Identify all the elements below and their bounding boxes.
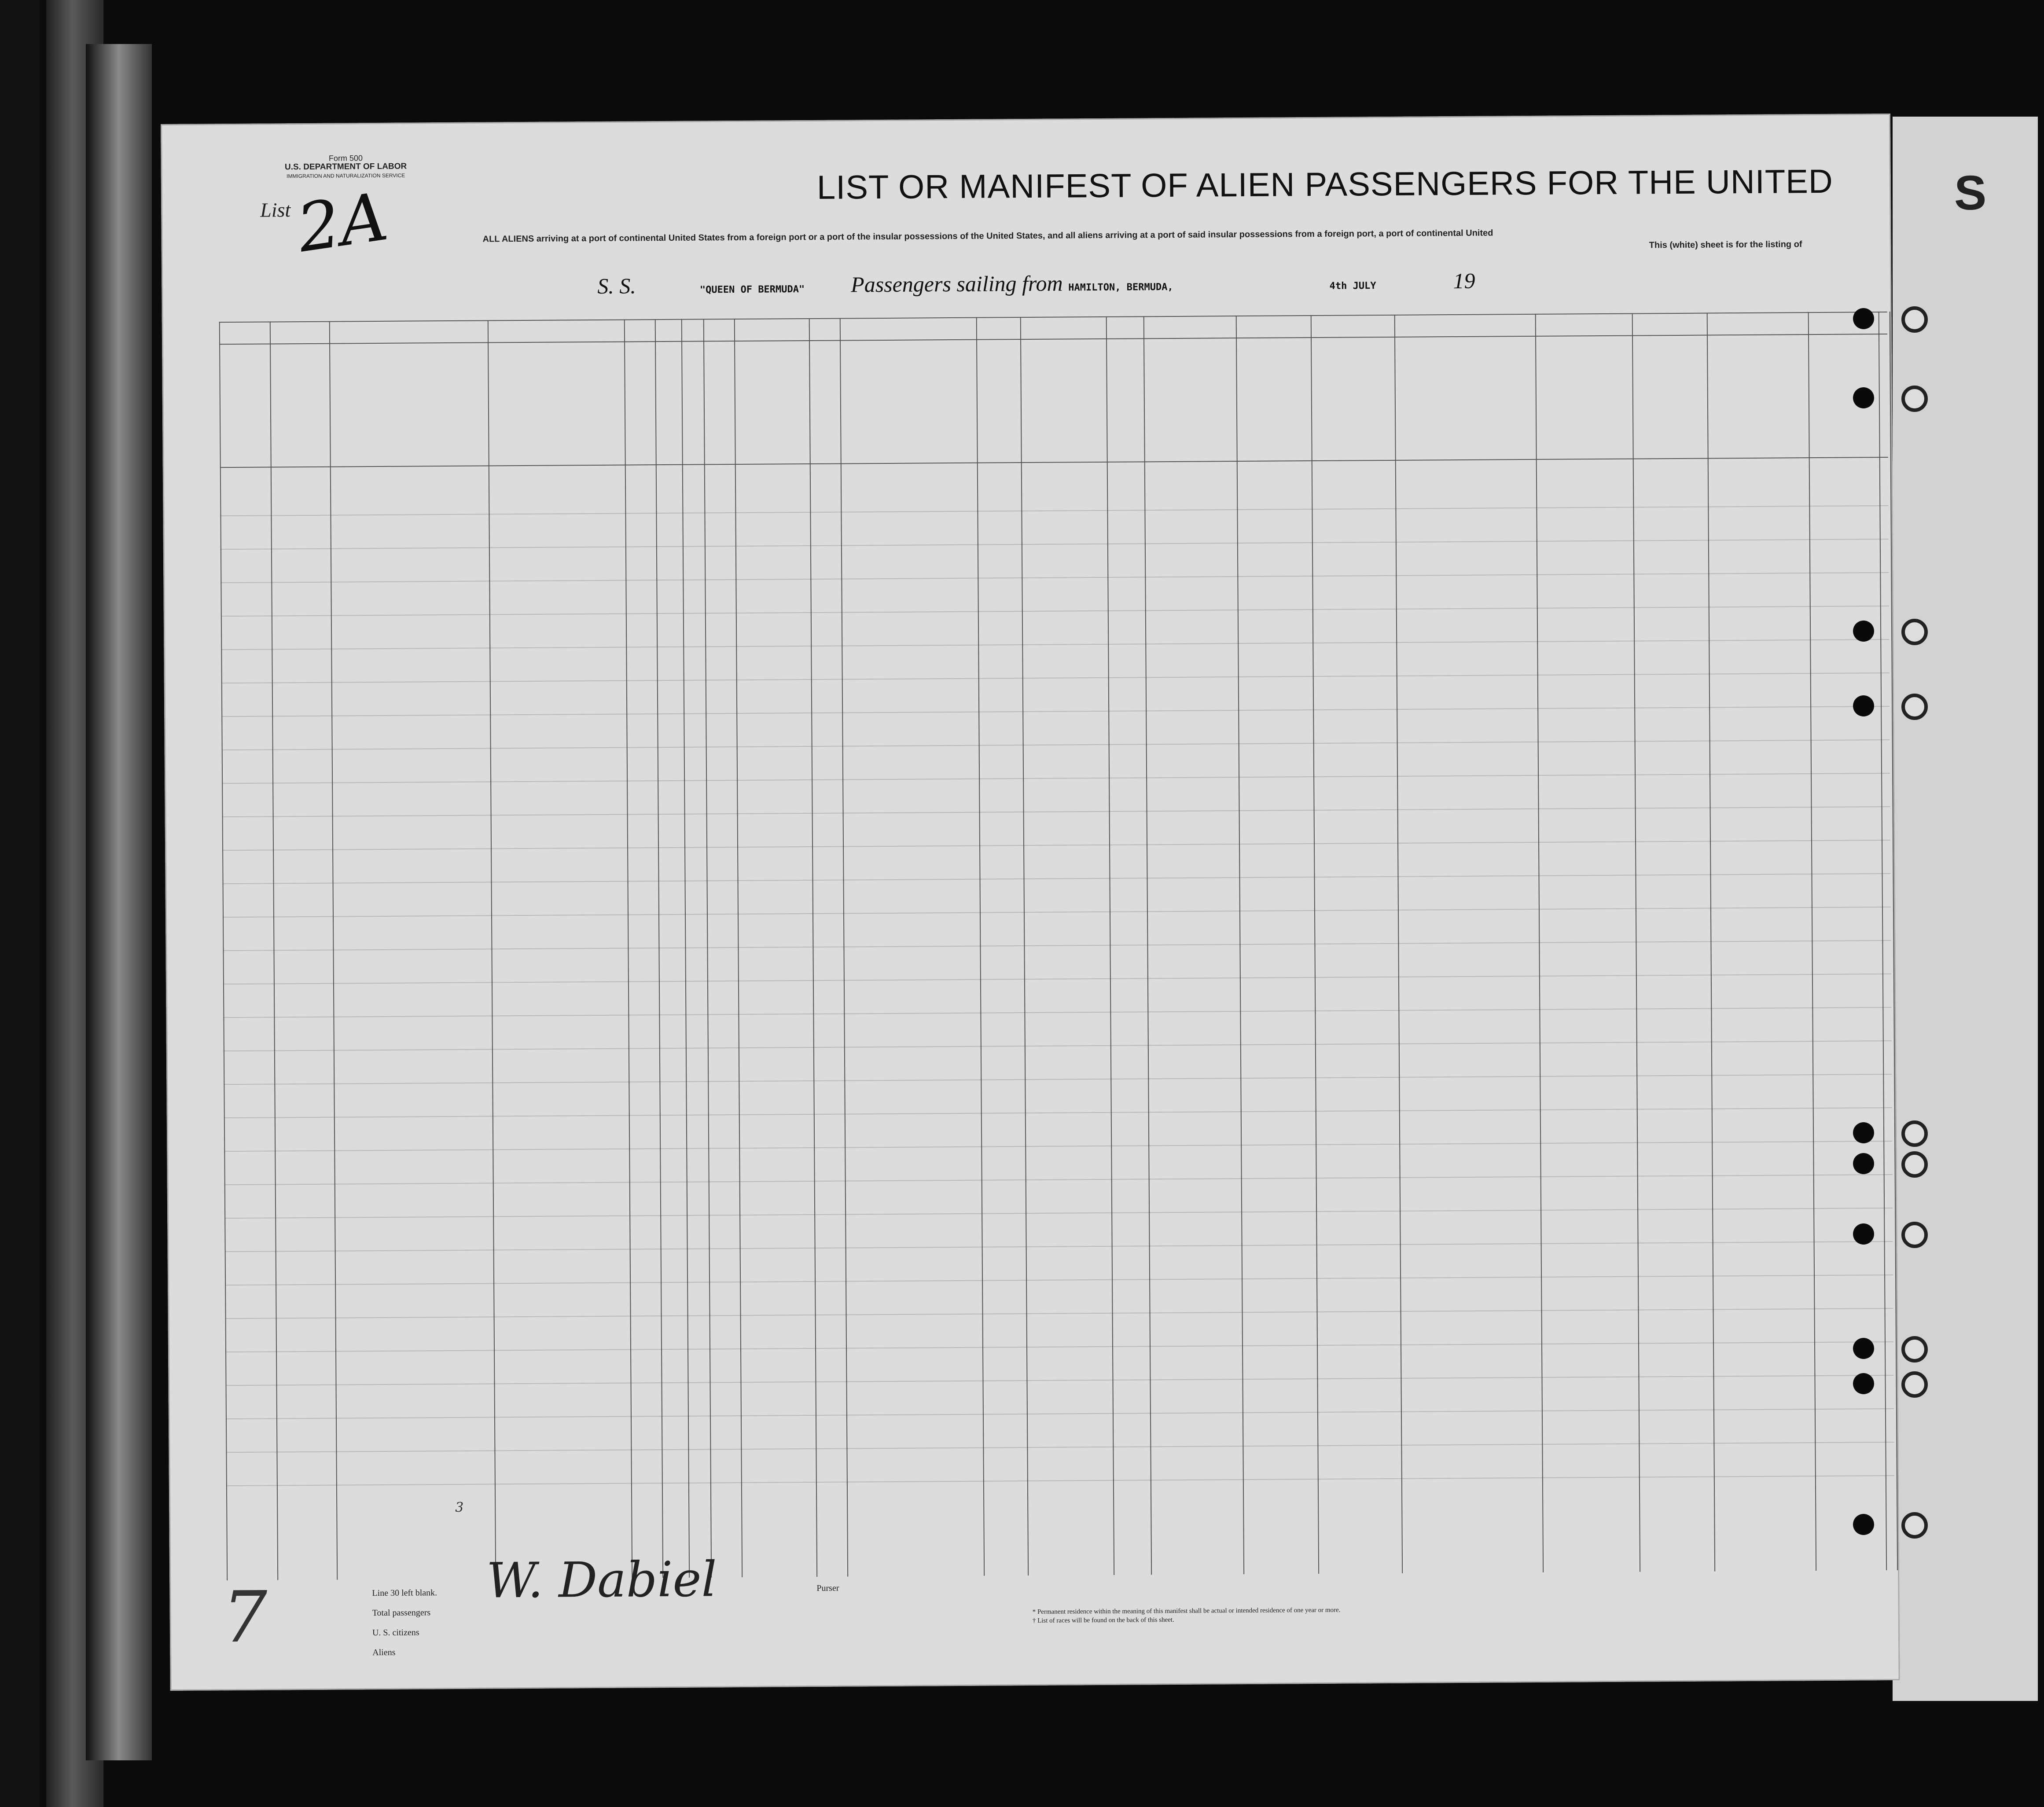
row-rule [224,1074,1892,1085]
list-label: List [260,198,291,221]
binder-ring [1901,386,1928,412]
row-rule [224,1107,1892,1118]
purser-signature: W. Dabiel [486,1551,717,1609]
row-rule [221,572,1889,583]
row-rule [224,1174,1893,1185]
binder-ring [1901,1222,1928,1248]
binder-ring [1901,1336,1928,1363]
binder-hole [1853,695,1874,716]
binder-ring [1901,694,1928,720]
column-header-name-in-full [540,361,629,362]
row-rule [225,1308,1893,1319]
binder-hole [1853,1122,1874,1143]
page-subtitle-2: This (white) sheet is for the listing of [1649,239,1802,250]
manifest-table [161,114,1890,124]
list-number: 2A [292,178,393,268]
column-header-place [1397,424,1463,425]
row-rule [225,1341,1893,1352]
binder-hole [1853,1338,1874,1359]
row-rule [224,1141,1892,1152]
form-department: U.S. DEPARTMENT OF LABOR [284,162,407,172]
row-rule [222,806,1890,817]
row-rule [225,1274,1893,1285]
binder-edge-dark [0,0,40,1807]
next-page-fragment [1893,117,2038,1701]
binder-hole [1853,387,1874,408]
row-rule [221,606,1889,617]
binder-hole [1853,1223,1874,1245]
sailing-label: Passengers sailing from [851,271,1063,297]
binder-edge-light [86,44,152,1760]
aliens-label: Aliens [372,1647,396,1658]
column-header-family-name [365,430,453,431]
row-rule [226,1375,1894,1386]
binder-hole [1853,1153,1874,1174]
page-subtitle: ALL ALIENS arriving at a port of continental United States from a foreign port or a port of the insular possessions of the United States, and all aliens arriving at a port of said insular possessions from a foreign port, a port of continental United [482,228,1493,244]
column-header-last-residence [1634,354,1806,355]
column-header-place-of-birth [1174,357,1306,358]
row-rule [222,840,1890,851]
next-page-letter: S [1954,166,1987,220]
column-header-read-what [842,423,974,424]
ship-name: "QUEEN OF BERMUDA" [699,284,805,296]
column-header-given-name [559,429,647,430]
row-rule [223,973,1891,984]
row-rule [221,672,1890,683]
row-rule [222,739,1890,750]
binder-hole [1853,1373,1874,1394]
binder-hole [1853,621,1874,642]
header-rule [219,334,1887,345]
row-rule [221,639,1889,650]
row-rule [222,773,1890,784]
binder-ring [1901,306,1928,333]
footnote-residence: * Permanent residence within the meaning of this manifest shall be actual or intended residence of one year or more. [1032,1606,1341,1616]
margin-mark: 7 [222,1576,268,1659]
binder-hole [1853,308,1874,329]
row-rule [223,1007,1891,1018]
row-rule [226,1442,1894,1453]
row-rule [223,907,1891,918]
form-number: Form 500 [328,154,363,163]
column-header-visa [1313,367,1392,368]
total-count: 3 [455,1499,464,1515]
row-rule [225,1241,1893,1252]
column-header-landing-data [1537,366,1632,367]
manifest-page [161,114,1900,1691]
line30-note: Line 30 left blank. [372,1588,437,1598]
row-rule [224,1040,1892,1051]
binder-ring [1901,1512,1928,1539]
binder-ring [1901,1371,1928,1398]
purser-label: Purser [816,1583,839,1593]
header-bottom-rule [220,457,1888,468]
binder-ring [1901,619,1928,645]
column-header-res-city [1709,404,1806,405]
form-service: IMMIGRATION AND NATURALIZATION SERVICE [287,172,405,180]
total-passengers-label: Total passengers [372,1608,431,1618]
binder-hole [1853,1514,1874,1535]
us-citizens-label: U. S. citizens [372,1627,419,1638]
row-rule [223,873,1891,884]
sailing-port: HAMILTON, BERMUDA, [1068,281,1173,294]
row-rule [221,706,1890,717]
row-rule [223,940,1891,951]
header-top-rule [219,312,1887,323]
binder-ring [1901,1151,1928,1178]
form-number-block [253,153,438,181]
row-rule [226,1475,1894,1486]
ship-info-row [597,265,1874,300]
year-label: 19 [1453,268,1475,294]
sailing-date: 4th JULY [1329,280,1376,292]
page-title: LIST OR MANIFEST OF ALIEN PASSENGERS FOR THE UNITED [816,162,1834,206]
row-rule [220,505,1888,516]
column-header-head-tax-note [275,387,327,388]
row-rule [221,539,1889,550]
row-rule [224,1208,1893,1219]
binder-ring [1901,1120,1928,1147]
row-rule [226,1408,1894,1419]
column-header-res-country [1635,414,1707,415]
ss-label: S. S. [597,273,636,298]
footnote-races: † List of races will be found on the back of this sheet. [1032,1616,1174,1624]
